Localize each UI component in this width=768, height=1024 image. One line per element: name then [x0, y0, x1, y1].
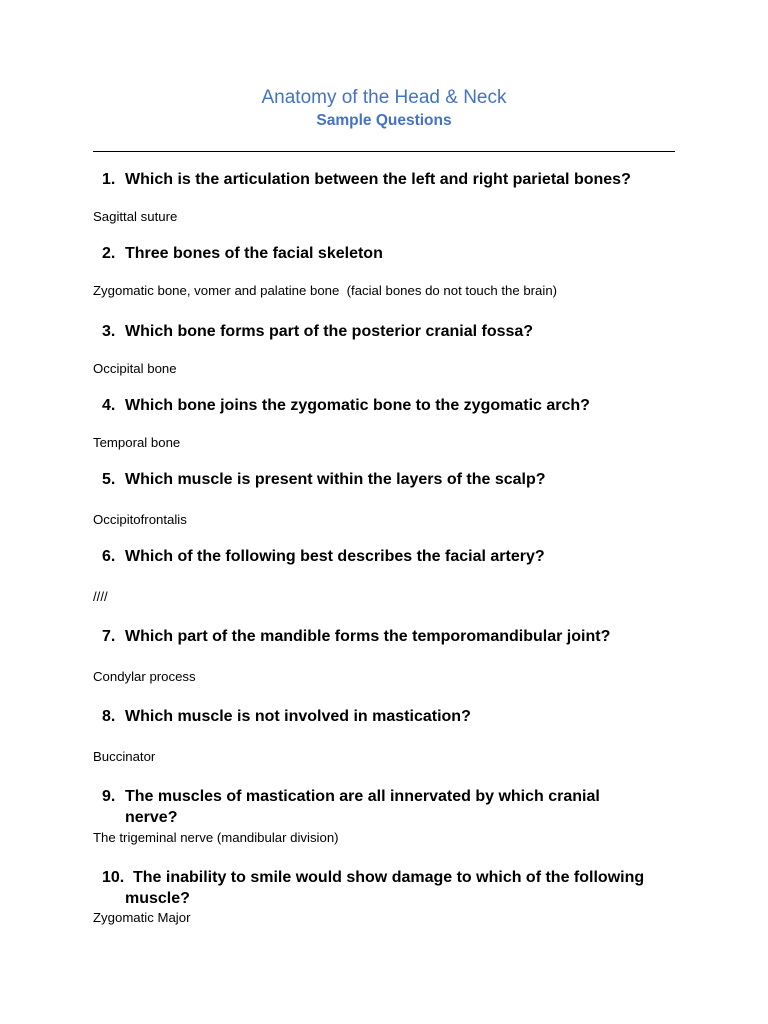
question-number: 2.	[102, 245, 116, 262]
question-text: Which of the following best describes the facial artery?	[125, 548, 545, 565]
question-text: Which bone joins the zygomatic bone to the zygomatic arch?	[125, 397, 590, 414]
answer-6: ////	[93, 589, 108, 604]
answer-3: Occipital bone	[93, 361, 177, 376]
question-text: Which is the articulation between the left and right parietal bones?	[125, 171, 631, 188]
answer-5: Occipitofrontalis	[93, 512, 187, 527]
question-number: 6.	[102, 548, 116, 565]
question-text	[93, 867, 653, 909]
question-4	[93, 395, 653, 416]
question-text: Which part of the mandible forms the temporomandibular joint?	[125, 628, 611, 645]
question-text: Three bones of the facial skeleton	[125, 245, 383, 262]
answer-10: Zygomatic Major	[93, 910, 191, 925]
answer-1: Sagittal suture	[93, 209, 178, 224]
answer-2: Zygomatic bone, vomer and palatine bone (facial bones do not touch the brain)	[93, 283, 558, 298]
horizontal-rule	[93, 151, 675, 152]
question-5	[93, 469, 653, 490]
question-text: Which muscle is not involved in mastication?	[125, 708, 471, 725]
question-text-content: The inability to smile would show damage to which of the following muscle?	[125, 869, 645, 907]
answer-7: Condylar process	[93, 669, 196, 684]
question-3	[93, 321, 653, 342]
question-number: 7.	[102, 628, 116, 645]
question-number: 10.	[102, 869, 125, 886]
question-number: 8.	[102, 708, 116, 725]
question-text: The muscles of mastication are all innervated by which cranial nerve?	[125, 788, 600, 826]
question-6	[93, 546, 653, 567]
question-10	[93, 867, 653, 909]
question-9	[93, 786, 653, 828]
question-number: 9.	[102, 788, 116, 805]
question-number: 4.	[102, 397, 116, 414]
question-7	[93, 626, 653, 647]
question-number: 3.	[102, 323, 116, 340]
answer-9: The trigeminal nerve (mandibular division)	[93, 830, 339, 845]
question-8	[93, 706, 653, 727]
question-text: Which bone forms part of the posterior cranial fossa?	[125, 323, 534, 340]
question-number: 5.	[102, 471, 116, 488]
answer-8: Buccinator	[93, 749, 156, 764]
page-subtitle: Sample Questions	[316, 112, 452, 129]
page-title: Anatomy of the Head & Neck	[261, 87, 507, 108]
question-number: 1.	[102, 171, 116, 188]
question-2	[93, 243, 653, 264]
question-text: Which muscle is present within the layers of the scalp?	[125, 471, 546, 488]
question-1	[93, 169, 653, 190]
answer-4: Temporal bone	[93, 435, 181, 450]
